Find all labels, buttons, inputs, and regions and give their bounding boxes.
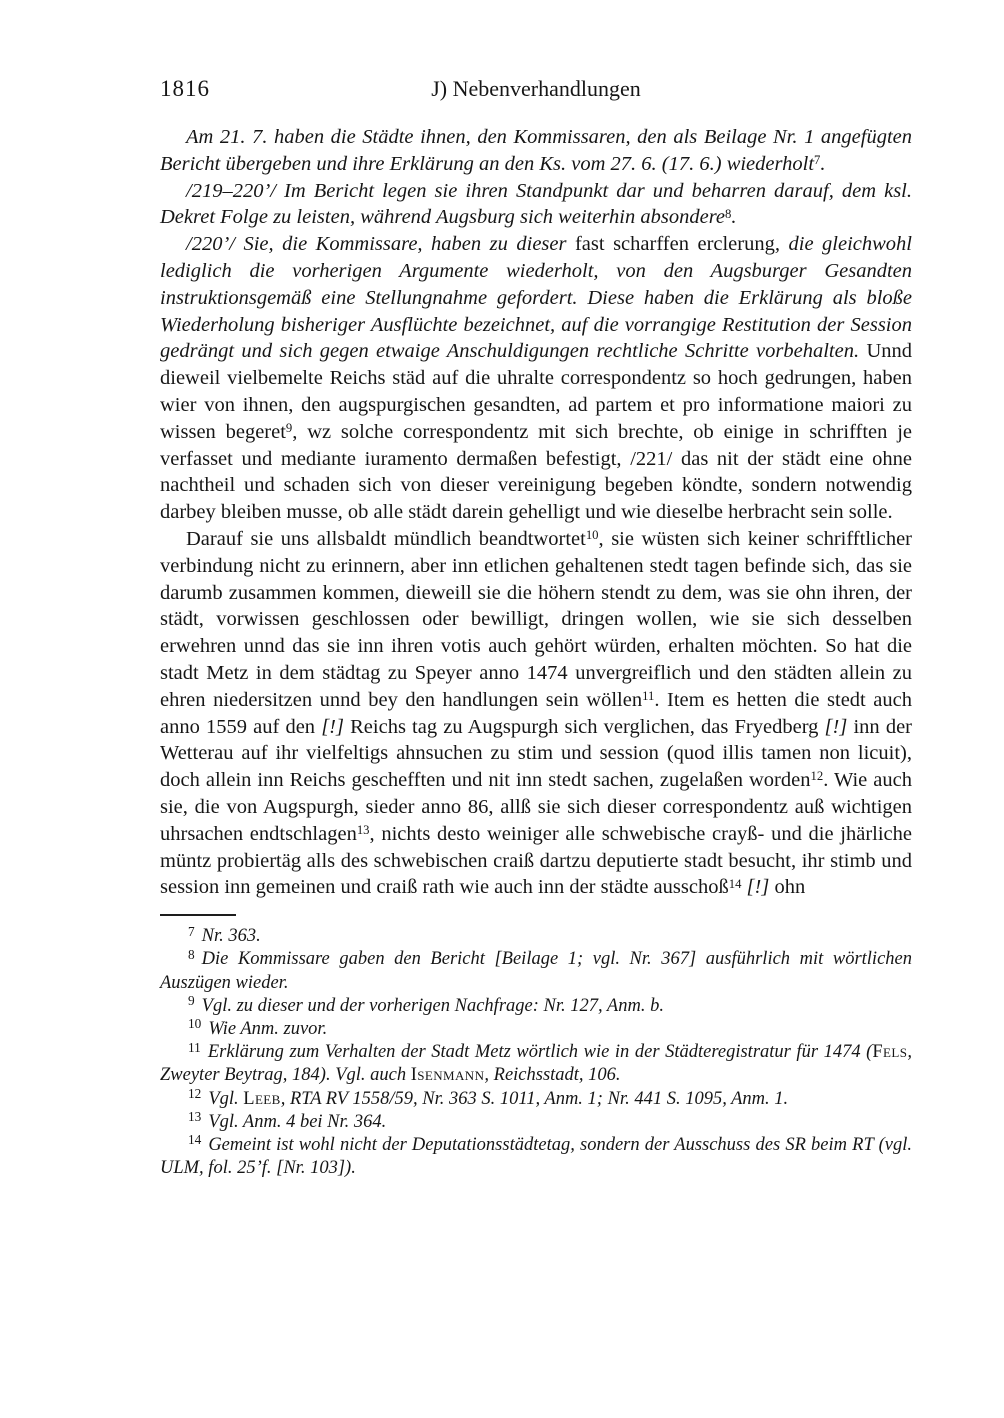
footnote-marker: 7 xyxy=(188,923,195,939)
footnote xyxy=(160,1041,912,1087)
paragraph xyxy=(160,178,912,232)
text-run: . xyxy=(820,152,826,175)
text-run: Die Kommissare gaben den Bericht [Beilage 1; vgl. Nr. 367] ausführlich mit wörtlichen Auszügen wieder. xyxy=(160,949,912,993)
footnote-reference: 11 xyxy=(642,689,655,704)
footnote-reference: 14 xyxy=(728,876,742,891)
text-run: Reichs tag zu Augspurgh sich verglichen, das Fryedberg xyxy=(343,715,825,738)
text-run: Gemeint ist wohl nicht der Deputationsstädtetag, sondern der Ausschuss des SR beim RT (vgl. ULM, fol. 25’f. [Nr. 103]). xyxy=(160,1134,912,1179)
footnote-reference: 9 xyxy=(285,421,293,436)
text-run: , nichts desto weiniger alle schwebische crayß- und die jhärliche müntz probiertäg alls des schwebischen craiß dartzu deputierte stadt besucht, ihr stimb und session inn gemeinen und craiß rath wie auch inn der städte ausschoß xyxy=(160,822,912,899)
footnote-marker: 8 xyxy=(188,946,195,962)
text-run: Vgl. Anm. 4 bei Nr. 364. xyxy=(208,1111,387,1132)
text-run: Leeb xyxy=(243,1088,281,1109)
text-run: . xyxy=(731,206,737,229)
footnote xyxy=(160,1018,912,1041)
text-run: , RTA RV 1558/59, Nr. 363 S. 1011, Anm. 1; Nr. 441 S. 1095, Anm. 1. xyxy=(280,1088,789,1109)
text-run: , Reichsstadt, 106. xyxy=(484,1065,621,1086)
running-header-title: J) Nebenverhandlungen xyxy=(431,76,641,101)
footnote-marker: 11 xyxy=(188,1039,201,1055)
footnote xyxy=(160,1085,912,1111)
text-run: , wz solche correspondentz mit sich brechte, ob einige in schrifften je verfasset und mediante iuramento dermaßen befestigt, /221/ das nit der städt eine ohne nachtheil und schaden sich von dieser vereinigung begeben köndte, sondern notwendig darbey bleiben musse, ob alle städt darein gehelligt und wie dieselbe herbracht sein solle. xyxy=(160,420,912,524)
text-run: /219–220’/ Im Bericht legen sie ihren Standpunkt dar und beharren darauf, dem ksl. Dekret Folge zu leisten, während Augsburg sich weiterhin absondere xyxy=(160,179,912,229)
footnote xyxy=(160,925,912,948)
text-run: , die gleichwohl lediglich die vorherigen Argumente wiederholt, von den Augsburger Gesandten instruktionsgemäß eine Stellungnahme gefordert. Diese haben die Erklärung als bloße Wiederholung bisheriger Ausflüchte bezeichnet, auf die vorrangige Restitution der Session gedrängt und sich gegen etwaige Anschuldigungen rechtliche Schritte vorbehalten. xyxy=(160,233,912,363)
text-run: Erklärung zum Verhalten der Stadt Metz wörtlich wie in der Städteregistratur für 1474 ( xyxy=(207,1042,873,1063)
footnote xyxy=(160,1134,912,1180)
text-block xyxy=(160,76,912,1180)
footnote-reference: 7 xyxy=(814,153,821,168)
footnotes-section xyxy=(160,914,912,1180)
paragraph xyxy=(160,124,912,178)
text-run: Fels xyxy=(872,1042,908,1063)
footnote-reference: 12 xyxy=(810,769,824,784)
text-run: [!] xyxy=(746,876,770,899)
text-run: fast scharffen erclerung xyxy=(574,233,775,256)
footnote-reference: 10 xyxy=(585,528,599,543)
text-run: Vgl. xyxy=(208,1088,244,1109)
text-run: ohn xyxy=(769,876,806,899)
footnote-marker: 9 xyxy=(188,993,195,1009)
footnote-marker: 13 xyxy=(188,1109,202,1125)
text-run: /220’/ Sie, die Kommissare, haben zu dieser xyxy=(186,233,575,256)
text-run: Isenmann xyxy=(410,1065,485,1086)
text-run: . Item es hetten die stedt auch anno 1559 auf den xyxy=(160,688,912,738)
text-run: inn der Wetterau auf ihr vielfeltigs ahnsuchen zu stim und session (quod illis tamen non licuit), doch allein inn Reichs geschefften und nit inn stedt sachen, zugelaßen worden xyxy=(160,715,912,792)
page-number: 1816 xyxy=(160,76,210,101)
footnote-marker: 14 xyxy=(188,1132,202,1148)
text-run: , sie wüsten sich keiner schrifftlicher verbindung nicht zu erinnern, aber inn etlichen gehaltenen stedt tagen befinde sich, das sie darumb zusammen kommen, dieweill sie die höhern stendt zu dem, was sie ohn ihren, der städt, vorwissen geschlossen oder bewilligt, dringen wollen, wie sie sich desselben erwehren unnd das sie inn ihren votis auch gehört würden, erhalten möchten. So hat die stadt Metz in dem städtag zu Speyer anno 1474 unvergreiflich und den städten allein zu ehren niedersitzen unnd bey den handlungen sein wöllen xyxy=(160,527,912,711)
text-run: . Wie auch sie, die von Augspurgh, sieder anno 86, allß sie sich dieser correspondentz auß wichtigen uhrsachen endtschlagen xyxy=(160,769,913,845)
text-run: Darauf sie uns allsbaldt mündlich beandtwortet xyxy=(186,527,586,550)
text-run: [!] xyxy=(321,715,344,738)
footnote-reference: 8 xyxy=(725,206,732,221)
body-text xyxy=(160,124,912,901)
paragraph xyxy=(160,526,912,901)
footnote xyxy=(160,1111,912,1134)
text-run: Unnd dieweil vielbemelte Reichs städ auf die uhralte correspondentz so hoch gedrungen, haben wier von ihnen, den augspurgischen gesandten, ad partem et pro informatione maiori zu wissen begeret xyxy=(160,340,912,443)
footnote-marker: 12 xyxy=(188,1085,202,1101)
footnote-separator-rule xyxy=(160,914,236,916)
footnote-reference: 13 xyxy=(356,823,370,837)
text-run: [!] xyxy=(824,715,848,738)
text-run: Am 21. 7. haben die Städte ihnen, den Kommissaren, den als Beilage Nr. 1 angefügten Bericht übergeben und ihre Erklärung an den Ks. vom 27. 6. (17. 6.) wiederholt xyxy=(160,126,912,175)
text-run: Wie Anm. zuvor. xyxy=(208,1018,328,1039)
footnote-marker: 10 xyxy=(188,1016,202,1032)
text-run: Nr. 363. xyxy=(201,926,261,947)
footnote xyxy=(160,948,912,994)
footnote-list xyxy=(160,925,912,1180)
text-run: Vgl. zu dieser und der vorherigen Nachfrage: Nr. 127, Anm. b. xyxy=(201,995,664,1016)
footnote xyxy=(160,995,912,1018)
text-run: , Zweyter Beytrag, 184). Vgl. auch xyxy=(160,1042,912,1086)
running-head xyxy=(160,76,912,104)
paragraph xyxy=(160,231,912,526)
